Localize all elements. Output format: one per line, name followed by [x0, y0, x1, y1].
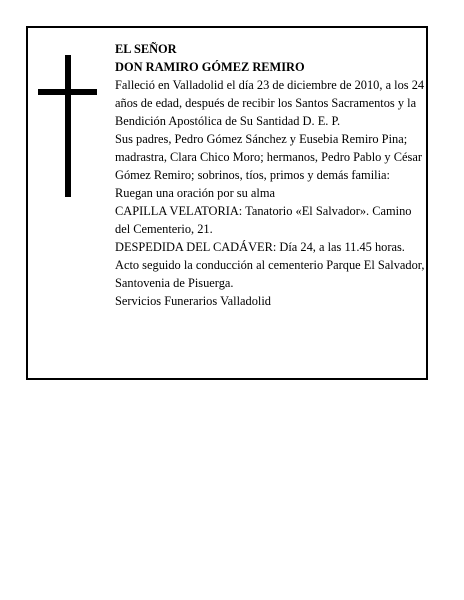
notice-text — [115, 40, 425, 310]
wake-chapel-info: CAPILLA VELATORIA: Tanatorio «El Salvador». Camino del Cementerio, 21. — [115, 204, 412, 236]
funeral-services: Servicios Funerarios Valladolid — [115, 294, 272, 308]
prayer-request: Ruegan una oración por su alma — [115, 186, 275, 200]
farewell-info: DESPEDIDA DEL CADÁVER: Día 24, a las 11.45 horas. Acto seguido la conducción al cementerio Parque El Salvador, Santovenia de Pisuerga. — [115, 240, 425, 290]
obituary-notice — [26, 26, 428, 380]
death-announcement: Falleció en Valladolid el día 23 de diciembre de 2010, a los 24 años de edad, después de recibir los Santos Sacramentos y la Bendición Apostólica de Su Santidad D. E. P. — [115, 78, 425, 128]
deceased-name: DON RAMIRO GÓMEZ REMIRO — [115, 60, 305, 74]
heading-title: EL SEÑOR — [115, 42, 177, 56]
cross-vertical-bar — [65, 55, 71, 197]
cross-horizontal-bar — [38, 89, 97, 95]
family-list: Sus padres, Pedro Gómez Sánchez y Eusebia Remiro Pina; madrastra, Clara Chico Moro; hermanos, Pedro Pablo y César Gómez Remiro; sobrinos, tíos, primos y demás familia: — [115, 132, 422, 182]
